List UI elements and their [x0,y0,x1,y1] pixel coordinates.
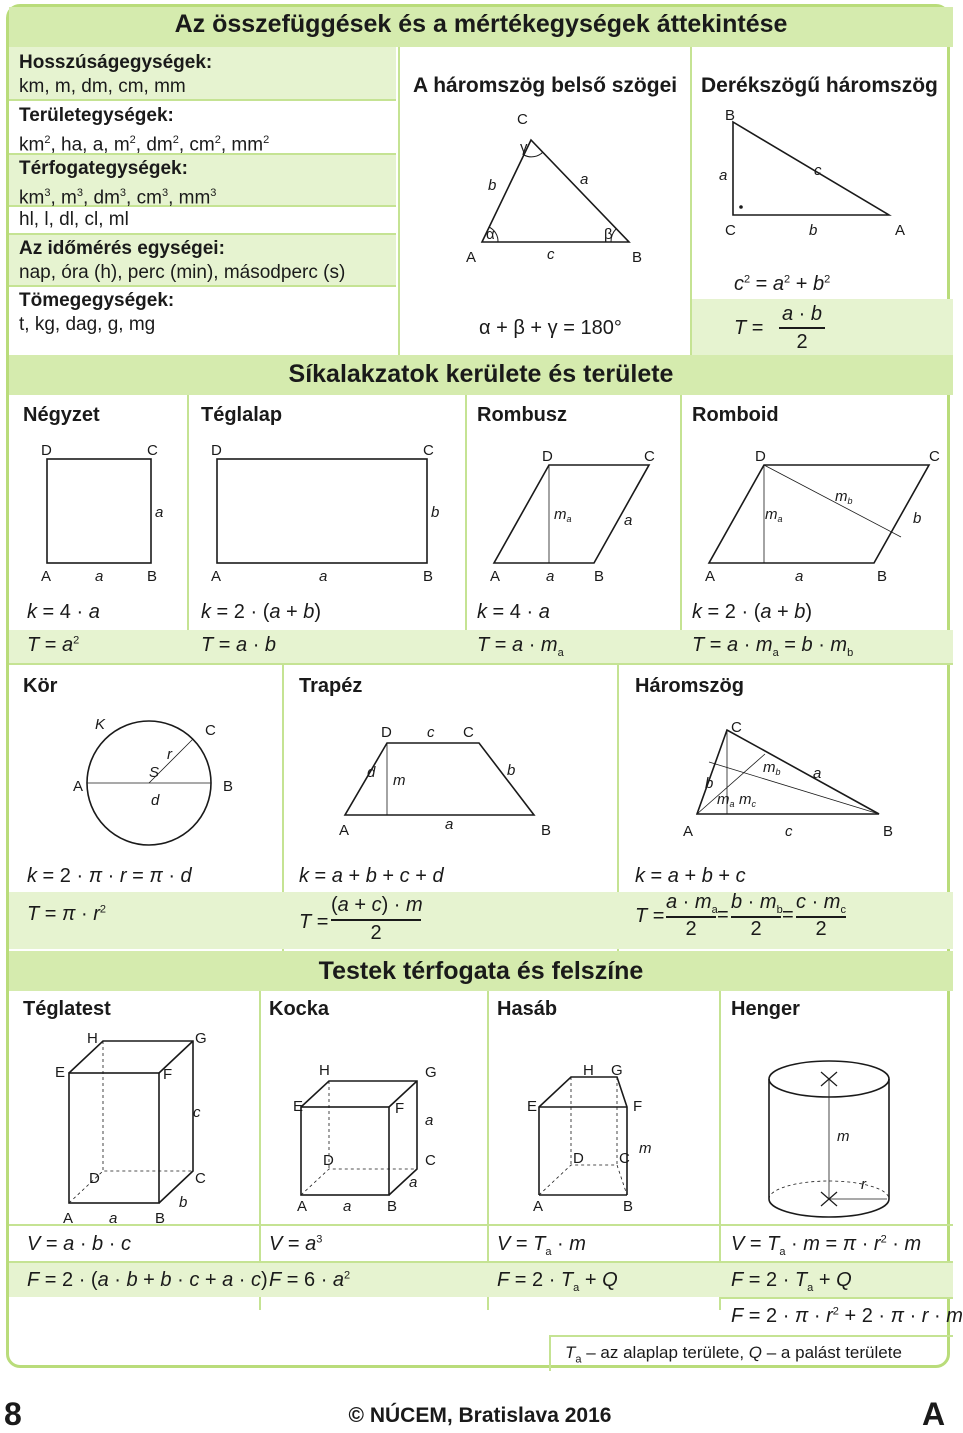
svg-text:ma: $m_a$ [554,506,572,524]
svg-text:ma: $m_a$ [765,506,783,524]
label-c: c [547,246,555,263]
unit-value-volume: $km^3$, $m^3$, $dm^3$, $cm^3$, $mm^3$ [19,187,217,209]
svg-text:b: b [705,775,714,792]
svg-text:a: a [813,765,822,782]
svg-text:B: B [223,778,234,795]
triangle-title: Háromszög [635,675,744,697]
triangle-figure [669,712,919,852]
svg-text:m: m [837,1128,850,1145]
svg-text:D: D [323,1152,334,1169]
solids-legend: $T_a$ – az alaplap területe, Q – a palást területe [565,1343,902,1366]
svg-text:C: C [619,1150,630,1167]
trapezoid-area-den: 2 [370,922,382,944]
unit-label-length: Hosszúságegységek: [19,52,213,73]
svg-text:a: a [319,568,328,585]
svg-text:D: D [755,448,766,465]
svg-text:C: C [644,448,655,465]
label-A: A [466,249,477,266]
square-title: Négyzet [23,404,100,426]
svg-text:B: B [147,568,158,585]
solids-header: Testek térfogata és felszíne [318,957,644,985]
planar-header: Síkalakzatok kerülete és területe [288,360,674,388]
svg-text:B: B [883,823,894,840]
cylinder-surface-2: $F = 2 \cdot \pi \cdot r^2 + 2 \cdot \pi \cdot r \cdot m$ [731,1305,963,1327]
rectangle-perimeter: k = 2 · (a + b) [201,601,322,623]
page-number: 8 [4,1396,22,1432]
svg-text:A: A [63,1210,74,1227]
right-triangle-figure [699,102,949,242]
unit-value-liquid: hl, l, dl, cl, ml [19,209,129,230]
cylinder-surface-1: $F = 2 \cdot T_a + Q$ [731,1269,852,1294]
svg-text:C: C [423,442,434,459]
svg-text:ma: $m_a$ [717,791,735,809]
svg-text:a: a [445,816,454,833]
rhombus-perimeter: k = 4 · a [477,601,550,623]
summary-card: Az összefüggések és a mértékegységek áttekintése Hosszúságegységek: km, m, dm, cm, mm Területegységek: $km^2$, ha, a, $m^2$, $dm^2$, $cm^2$, $mm^2$ Térfogategységek: $km^3$, $m^3$, $dm^3$, $cm^3$, $mm^3$ hl, l, dl, cl, ml Az időmérés egységei: nap, óra (h), perc (min), másodperc (s) Tömegegységek: t, kg, dag, g, mg A háromszög belső szögei A B C a b c α β γ α + β + γ = 180° Derékszögű háromszög B C A a b c $c^2 = a^2 + b^2$ T = a · b 2 Síkalakzatok kerülete és területe Négyzet D C A B a a k = 4 · a $T = a^2$ Téglalap D C A B a b k = 2 · (a + b) T = a · b Rombusz D C A B a a $m_a$ k = 4 · a $T = a \cdot m_a$ Romboid D C A B a b $m_a$ $m_b$ k = 2 · (a + b) $T = a \cdot m_a = b \cdot m_b$ Kör K C A B S r d k = 2 · π · r = π · d $T = \pi \cdot r^2$ Trapéz D C A B c a b d m k = a + b + c + d T = (a + c) · m 2 Háromszög C A B c a b $m_a$ $m_c$ $m_b$ k = a + b + c T = $a \cdot m_a$ 2 = $b \cdot m_b$ 2 = $c \cdot m_c$ 2 Testek térfogata és felszíne Téglatest E F H G D C A B a b c V = a · b · c F = 2 · (a · b + b · c + a · c) Kocka E F H G D C A B a a a $V = a^3$ $F = 6 \cdot a^2$ Hasáb E F H G D C A B m $V = T_a \cdot m$ $F = 2 \cdot T_a + Q$ Henger m r $V = T_a \cdot m = \pi \cdot r^2 \cdot m$ $F = 2 \cdot T_a + Q$ $F = 2 \cdot \pi \cdot r^2 + 2 \cdot \pi \cdot r \cdot m$ $T_a$ – az alaplap területe, Q – a palást területe [6,4,950,1368]
svg-text:a: a [546,568,555,585]
svg-text:b: b [431,504,440,521]
svg-text:a: a [425,1112,434,1129]
label-gamma: γ [520,139,528,156]
svg-text:c: c [785,823,793,840]
svg-text:D: D [573,1150,584,1167]
svg-text:B: B [155,1210,166,1227]
triangle-angles-title: A háromszög belső szögei [413,74,678,97]
svg-text:F: F [395,1100,405,1117]
unit-label-time: Az időmérés egységei: [19,238,225,259]
svg-text:K: K [95,716,106,733]
unit-value-mass: t, kg, dag, g, mg [19,314,156,335]
rhomboid-perimeter: k = 2 · (a + b) [692,601,813,623]
svg-text:G: G [425,1064,437,1081]
svg-text:b: b [507,762,516,779]
triangle-perimeter: k = a + b + c [635,865,746,887]
svg-text:H: H [87,1030,98,1047]
prism-surface: $F = 2 \cdot T_a + Q$ [497,1269,618,1294]
svg-text:F: F [633,1098,643,1115]
square-perimeter: k = 4 · a [27,601,100,623]
svg-text:m: m [639,1140,652,1157]
svg-text:C: C [731,719,742,736]
section-letter: A [922,1396,946,1432]
label-C: C [517,111,528,128]
right-triangle-area-lhs: T = [734,317,764,339]
pythagoras-formula: $c^2 = a^2 + b^2$ [734,273,831,295]
svg-text:d: d [367,764,376,781]
rhomboid-figure [689,437,949,585]
svg-text:D: D [381,724,392,741]
rhombus-title: Rombusz [477,404,567,426]
svg-text:D: D [89,1170,100,1187]
rhombus-figure [474,437,674,585]
cube-surface: $F = 6 \cdot a^2$ [269,1269,351,1291]
right-triangle-area-num: a · b [781,303,823,325]
circle-figure [59,707,259,867]
cube-volume: $V = a^3$ [269,1233,323,1255]
svg-text:B: B [387,1198,398,1215]
label-A: A [895,222,906,239]
cuboid-title: Téglatest [23,998,111,1020]
rectangle-title: Téglalap [201,404,283,426]
unit-value-time: nap, óra (h), perc (min), másodperc (s) [19,262,346,283]
rhombus-area: $T = a \cdot m_a$ [477,634,564,659]
svg-text:A: A [339,822,350,839]
svg-text:C: C [929,448,940,465]
svg-text:b: b [913,510,922,527]
svg-text:a: a [795,568,804,585]
svg-text:G: G [611,1062,623,1079]
svg-text:C: C [147,442,158,459]
svg-text:B: B [594,568,605,585]
svg-text:D: D [211,442,222,459]
rectangle-figure [199,437,459,585]
prism-figure [519,1047,719,1227]
label-a: a [580,171,589,188]
page-title: Az összefüggések és a mértékegységek áttekintése [174,10,788,38]
svg-text:A: A [683,823,694,840]
svg-text:A: A [297,1198,308,1215]
cylinder-title: Henger [731,998,800,1020]
angle-sum-formula: α + β + γ = 180° [479,317,622,339]
unit-value-area: $km^2$, ha, a, $m^2$, $dm^2$, $cm^2$, $mm^2$ [19,134,270,156]
right-triangle-title: Derékszögű háromszög [701,74,938,97]
svg-text:b: b [179,1194,188,1211]
label-C: C [725,222,736,239]
svg-text:B: B [541,822,552,839]
svg-text:B: B [877,568,888,585]
trapezoid-area-num: (a + c) · m [331,894,423,916]
svg-text:C: C [205,722,216,739]
svg-text:D: D [41,442,52,459]
svg-text:C: C [425,1152,436,1169]
prism-title: Hasáb [497,998,558,1020]
svg-text:C: C [463,724,474,741]
svg-text:r: r [167,746,172,763]
svg-text:D: D [542,448,553,465]
svg-text:H: H [319,1062,330,1079]
svg-text:c: c [193,1104,201,1121]
right-triangle-area-den: 2 [796,331,808,353]
svg-text:a: a [409,1174,418,1191]
cube-title: Kocka [269,998,330,1020]
svg-text:mb: $m_b$ [763,759,781,777]
label-B: B [725,107,736,124]
label-c: c [814,162,822,179]
svg-text:m: m [393,772,406,789]
circle-title: Kör [23,675,58,697]
svg-text:A: A [73,778,84,795]
svg-text:H: H [583,1062,594,1079]
triangle-area-lhs: T = [635,905,665,927]
svg-text:A: A [41,568,52,585]
cube-figure [279,1047,479,1227]
square-area: $T = a^2$ [27,634,80,656]
svg-text:a: a [95,568,104,585]
svg-text:E: E [293,1098,304,1115]
trapezoid-title: Trapéz [299,675,363,697]
unit-value-length: km, m, dm, cm, mm [19,76,186,97]
svg-text:A: A [490,568,501,585]
svg-text:mc: $m_c$ [739,791,756,809]
cuboid-surface: F = 2 · (a · b + b · c + a · c) [27,1269,268,1291]
svg-text:mb: $m_b$ [835,488,853,506]
label-b: b [809,222,818,239]
svg-text:B: B [623,1198,634,1215]
label-b: b [488,177,497,194]
svg-text:C: C [195,1170,206,1187]
svg-text:B: B [423,568,434,585]
svg-text:a: a [343,1198,352,1215]
circle-area: $T = \pi \cdot r^2$ [27,903,106,925]
svg-text:S: S [149,764,160,781]
svg-text:d: d [151,792,160,809]
label-B: B [632,249,643,266]
svg-text:G: G [195,1030,207,1047]
prism-volume: $V = T_a \cdot m$ [497,1233,586,1258]
circle-perimeter: k = 2 · π · r = π · d [27,865,192,887]
cylinder-volume: $V = T_a \cdot m = \pi \cdot r^2 \cdot m$ [731,1233,922,1258]
svg-text:a: a [624,512,633,529]
cuboid-figure [39,1023,239,1227]
triangle-angles-figure [404,102,684,272]
rectangle-area: T = a · b [201,634,277,656]
unit-label-volume: Térfogategységek: [19,158,188,179]
cuboid-volume: V = a · b · c [27,1233,131,1255]
svg-text:A: A [211,568,222,585]
svg-text:c: c [427,724,435,741]
trapezoid-perimeter: k = a + b + c + d [299,865,444,887]
square-figure [29,437,179,585]
trapezoid-figure [329,717,569,847]
cylinder-figure [749,1037,949,1227]
svg-text:a: a [109,1210,118,1227]
label-a: a [719,167,728,184]
label-beta: β [604,226,613,243]
copyright: © NÚCEM, Bratislava 2016 [348,1404,612,1427]
svg-text:A: A [705,568,716,585]
unit-label-area: Területegységek: [19,105,174,126]
svg-text:E: E [527,1098,538,1115]
svg-text:E: E [55,1064,66,1081]
rhomboid-area: $T = a \cdot m_a = b \cdot m_b$ [692,634,854,659]
unit-label-mass: Tömegegységek: [19,290,175,311]
label-alpha: α [486,226,495,243]
svg-text:A: A [533,1198,544,1215]
svg-text:F: F [163,1066,173,1083]
trapezoid-area-lhs: T = [299,911,329,933]
svg-text:a: a [155,504,164,521]
rhomboid-title: Romboid [692,404,779,426]
svg-text:r: r [861,1176,866,1193]
